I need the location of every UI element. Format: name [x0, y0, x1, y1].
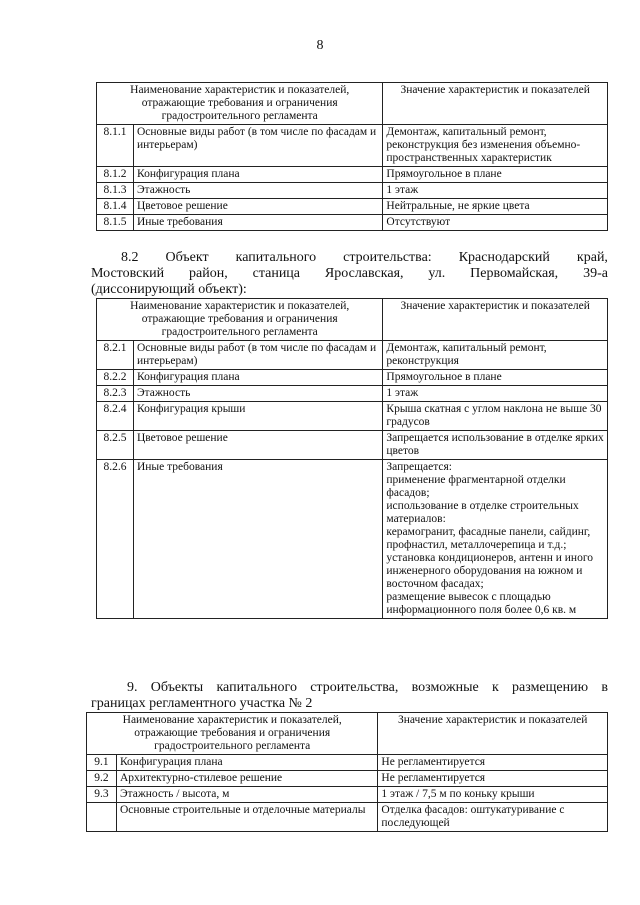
row-number: 9.3 — [87, 787, 117, 803]
heading-word: строительства: — [343, 250, 432, 265]
heading-word: 8.2 — [121, 250, 139, 265]
table-row — [87, 803, 608, 832]
row-value: Демонтаж, капитальный ремонт, реконструкция без изменения объемно-пространственных характеристик — [383, 125, 608, 167]
heading-word: Объект — [165, 250, 209, 265]
row-name: Цветовое решение — [133, 199, 382, 215]
value-line: размещение вывесок с площадью информационного поля более 0,6 кв. м — [386, 591, 577, 616]
heading-word: станица — [252, 266, 301, 281]
row-name: Конфигурация крыши — [133, 402, 382, 431]
row-number: 8.2.5 — [97, 431, 134, 460]
row-name: Конфигурация плана — [133, 167, 382, 183]
row-value: Не регламентируется — [378, 771, 608, 787]
row-value: Отсутствуют — [383, 215, 608, 231]
row-number: 8.2.6 — [97, 460, 134, 619]
header-value: Значение характеристик и показателей — [383, 299, 608, 341]
value-line: применение фрагментарной отделки фасадов; — [386, 474, 566, 499]
row-name: Основные виды работ (в том числе по фасадам и интерьерам) — [133, 341, 382, 370]
table-header-row — [97, 299, 608, 341]
row-number: 9.2 — [87, 771, 117, 787]
heading-word: в — [601, 680, 608, 695]
table-row — [97, 167, 608, 183]
table-row — [97, 460, 608, 619]
table-row — [87, 755, 608, 771]
row-value: 1 этаж / 7,5 м по коньку крыши — [378, 787, 608, 803]
row-value — [383, 460, 608, 619]
section-9-heading — [91, 680, 608, 712]
row-value: Отделка фасадов: оштукатуривание с последующей — [378, 803, 608, 832]
row-name: Цветовое решение — [133, 431, 382, 460]
row-name: Этажность — [133, 386, 382, 402]
heading-word: к — [491, 680, 499, 695]
row-name: Иные требования — [133, 215, 382, 231]
heading-word: строительства, — [310, 680, 399, 695]
row-name: Конфигурация плана — [116, 755, 377, 771]
row-number: 8.1.4 — [97, 199, 134, 215]
table-row — [87, 771, 608, 787]
row-number: 8.1.2 — [97, 167, 134, 183]
heading-word: капитального — [216, 680, 297, 695]
row-name: Конфигурация плана — [133, 370, 382, 386]
table-row — [97, 431, 608, 460]
row-number: 8.1.1 — [97, 125, 134, 167]
heading-word: возможные — [411, 680, 479, 695]
table-8-2 — [96, 298, 608, 619]
table-row — [97, 215, 608, 231]
heading-word: край, — [576, 250, 608, 265]
table-row — [97, 125, 608, 167]
row-value: Прямоугольное в плане — [383, 370, 608, 386]
heading-word: район, — [189, 266, 228, 281]
heading-word: 39-а — [583, 266, 608, 281]
table-row — [97, 183, 608, 199]
heading-word: размещению — [512, 680, 589, 695]
row-value: 1 этаж — [383, 183, 608, 199]
row-number: 8.1.5 — [97, 215, 134, 231]
heading-word: 9. — [127, 680, 138, 695]
row-number: 8.1.3 — [97, 183, 134, 199]
row-number: 8.2.2 — [97, 370, 134, 386]
row-value: Крыша скатная с углом наклона не выше 30 градусов — [383, 402, 608, 431]
table-row — [87, 787, 608, 803]
row-name: Этажность / высота, м — [116, 787, 377, 803]
table-row — [97, 370, 608, 386]
heading-line-2 — [91, 266, 608, 282]
table-row — [97, 402, 608, 431]
heading-line-1 — [91, 250, 608, 266]
row-number — [87, 803, 117, 832]
heading-line-2: границах регламентного участка № 2 — [91, 696, 313, 711]
heading-line-1 — [91, 680, 608, 696]
header-name: Наименование характеристик и показателей, отражающие требования и ограничения градостроительного регламента — [87, 713, 378, 755]
table-row — [97, 341, 608, 370]
row-name: Архитектурно-стилевое решение — [116, 771, 377, 787]
row-name: Иные требования — [133, 460, 382, 619]
value-line: использование в отделке строительных материалов: — [386, 500, 579, 525]
heading-word: Первомайская, — [470, 266, 559, 281]
heading-word: Мостовский — [91, 266, 165, 281]
header-value: Значение характеристик и показателей — [378, 713, 608, 755]
row-value: Демонтаж, капитальный ремонт, реконструкция — [383, 341, 608, 370]
table-9 — [86, 712, 608, 832]
row-value: Запрещается использование в отделке ярких цветов — [383, 431, 608, 460]
heading-word: капитального — [235, 250, 317, 265]
row-number: 9.1 — [87, 755, 117, 771]
table-header-row — [87, 713, 608, 755]
table-row — [97, 386, 608, 402]
row-name: Основные строительные и отделочные материалы — [116, 803, 377, 832]
row-value: Нейтральные, не яркие цвета — [383, 199, 608, 215]
heading-word: Объекты — [150, 680, 204, 695]
section-8-2-heading — [91, 250, 608, 298]
row-number: 8.2.4 — [97, 402, 134, 431]
table-header-row — [97, 83, 608, 125]
table-row — [97, 199, 608, 215]
header-name: Наименование характеристик и показателей, отражающие требования и ограничения градостроительного регламента — [97, 83, 383, 125]
value-line: установка кондиционеров, антенн и иного инженерного оборудования на южном и восточном фасадах; — [386, 552, 594, 590]
row-number: 8.2.3 — [97, 386, 134, 402]
header-name: Наименование характеристик и показателей, отражающие требования и ограничения градостроительного регламента — [97, 299, 383, 341]
value-line: керамогранит, фасадные панели, сайдинг, профнастил, металлочерепица и т.д.; — [386, 526, 591, 551]
row-value: Прямоугольное в плане — [383, 167, 608, 183]
heading-word: Краснодарский — [458, 250, 550, 265]
row-name: Этажность — [133, 183, 382, 199]
row-number: 8.2.1 — [97, 341, 134, 370]
heading-line-3: (диссонирующий объект): — [91, 282, 247, 297]
page-number: 8 — [316, 38, 324, 53]
heading-word: Ярославская, — [324, 266, 404, 281]
value-line: Запрещается: — [386, 461, 452, 473]
row-name: Основные виды работ (в том числе по фасадам и интерьерам) — [133, 125, 382, 167]
row-value: Не регламентируется — [378, 755, 608, 771]
row-value: 1 этаж — [383, 386, 608, 402]
header-value: Значение характеристик и показателей — [383, 83, 608, 125]
table-8-1 — [96, 82, 608, 231]
heading-word: ул. — [428, 266, 446, 281]
